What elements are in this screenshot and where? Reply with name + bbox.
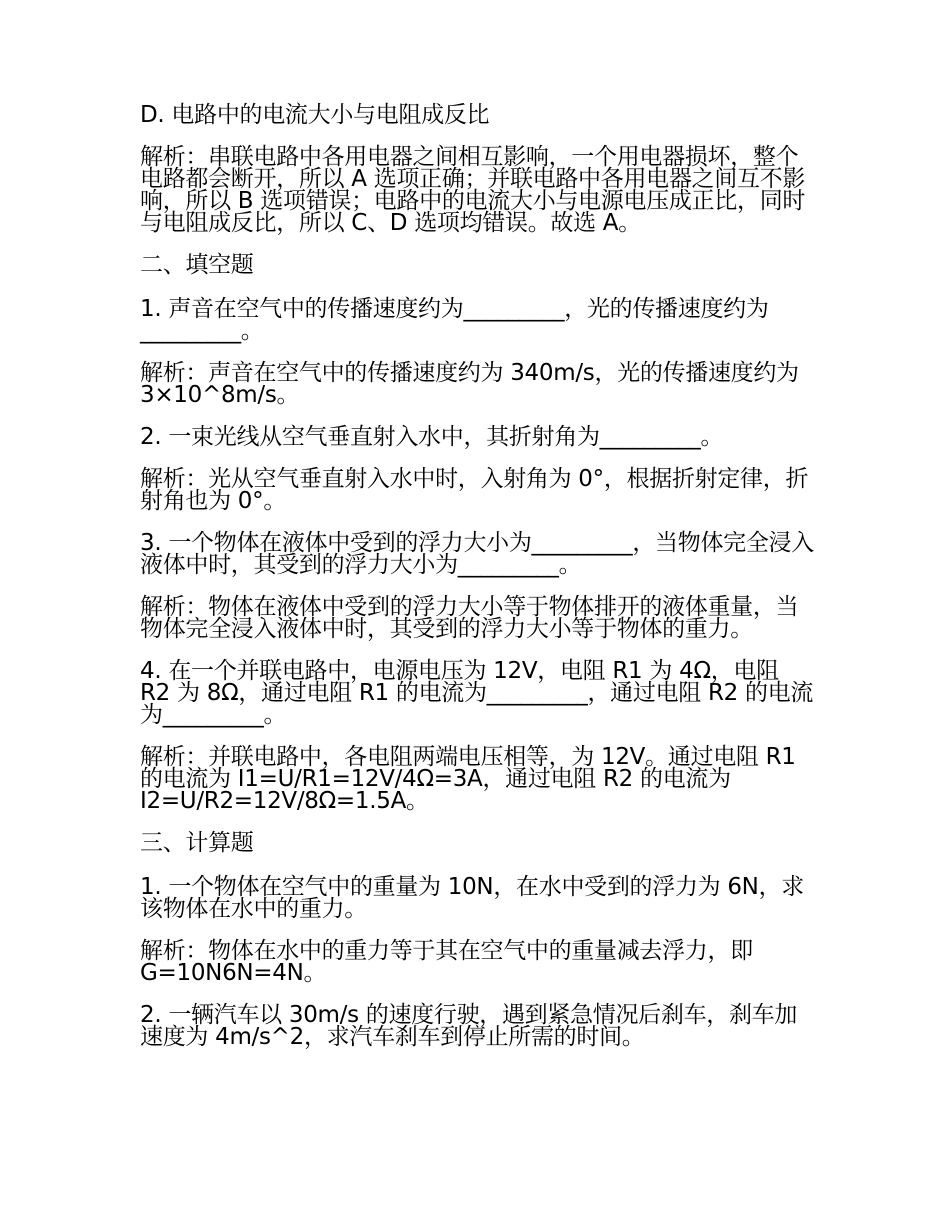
analysis-paragraph: 解析：串联电路中各用电器之间相互影响，一个用电器损坏，整个电路都会断开，所以 A 选项正确；并联电路中各用电器之间互不影响，所以 B 选项错误；电路中的电流大小与电源电压成正比，同时与电阻成反比，所以 C、D 选项均错误。故选 A。 [140, 144, 806, 236]
analysis-paragraph: 解析：光从空气垂直射入水中时，入射角为 0°，根据折射定律，折射角也为 0°。 [140, 466, 809, 514]
question-paragraph: 1. 声音在空气中的传播速度约为_________，光的传播速度约为_________。 [140, 296, 769, 344]
question-paragraph: 1. 一个物体在空气中的重量为 10N，在水中受到的浮力为 6N，求该物体在水中的重力。 [140, 874, 804, 922]
analysis-paragraph: 解析：物体在水中的重力等于其在空气中的重量减去浮力，即 G=10N6N=4N。 [140, 938, 760, 986]
question-paragraph: 2. 一束光线从空气垂直射入水中，其折射角为_________。 [140, 424, 724, 450]
question-paragraph: 4. 在一个并联电路中，电源电压为 12V，电阻 R1 为 4Ω，电阻 R2 为 8Ω，通过电阻 R1 的电流为_________，通过电阻 R2 的电流为_________。 [140, 658, 814, 728]
analysis-paragraph: 解析：物体在液体中受到的浮力大小等于物体排开的液体重量，当物体完全浸入液体中时，其受到的浮力大小等于物体的重力。 [140, 594, 799, 642]
document-body [140, 104, 814, 1068]
question-paragraph: 2. 一辆汽车以 30m/s 的速度行驶，遇到紧急情况后刹车，刹车加速度为 4m/s^2，求汽车刹车到停止所需的时间。 [140, 1002, 798, 1050]
section-heading-calculation: 三、计算题 [140, 830, 254, 856]
analysis-paragraph: 解析：声音在空气中的传播速度约为 340m/s，光的传播速度约为 3×10^8m/s。 [140, 360, 806, 408]
analysis-paragraph: 解析：并联电路中，各电阻两端电压相等，为 12V。通过电阻 R1 的电流为 I1=U/R1=12V/4Ω=3A，通过电阻 R2 的电流为 I2=U/R2=12V/8Ω=1.5A。 [140, 744, 803, 814]
section-heading-fill-blank: 二、填空题 [140, 252, 254, 278]
question-paragraph: 3. 一个物体在液体中受到的浮力大小为_________，当物体完全浸入液体中时，其受到的浮力大小为_________。 [140, 530, 814, 578]
option-d: D. 电路中的电流大小与电阻成反比 [140, 102, 490, 128]
